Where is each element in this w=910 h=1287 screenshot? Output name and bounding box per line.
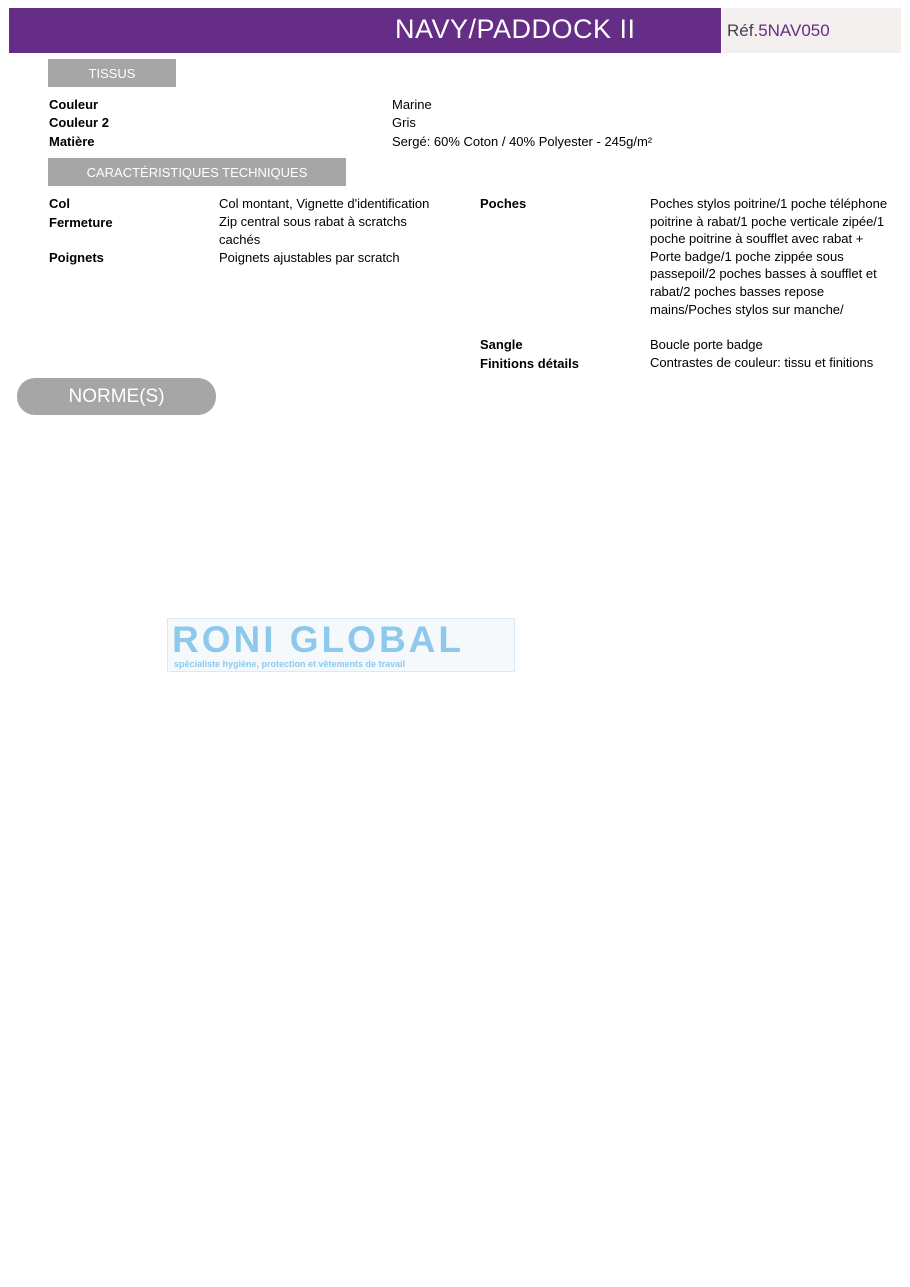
reference-prefix: Réf. bbox=[727, 21, 759, 40]
carac-label-finitions: Finitions détails bbox=[480, 356, 579, 371]
carac-value-poignets: Poignets ajustables par scratch bbox=[219, 250, 400, 265]
product-title: NAVY/PADDOCK II bbox=[395, 14, 636, 44]
tissus-label-matiere: Matière bbox=[49, 134, 95, 149]
tissus-value-matiere: Sergé: 60% Coton / 40% Polyester - 245g/m² bbox=[392, 134, 653, 149]
logo-tagline: spécialiste hygiène, protection et vêtements de travail bbox=[174, 659, 406, 669]
tissus-value-couleur-2: Gris bbox=[392, 115, 416, 130]
carac-value-sangle: Boucle porte badge bbox=[650, 337, 763, 352]
carac-label-poches: Poches bbox=[480, 196, 527, 211]
section-heading-normes: NORME(S) bbox=[17, 378, 216, 415]
tissus-value-couleur: Marine bbox=[392, 97, 432, 112]
section-heading-tissus: TISSUS bbox=[48, 59, 176, 87]
carac-label-poignets: Poignets bbox=[49, 250, 104, 265]
carac-label-col: Col bbox=[49, 196, 70, 211]
carac-value-finitions: Contrastes de couleur: tissu et finitions bbox=[650, 355, 874, 370]
reference-code: 5NAV050 bbox=[758, 21, 830, 40]
logo-text: RONI GLOBAL bbox=[172, 619, 464, 660]
carac-value-poches: Poches stylos poitrine/1 poche téléphone poitrine à rabat/1 poche verticale zipée/1 poche poitrine à soufflet avec rabat + Porte badge/1 poche zippée sous passepoil/2 poches basses à soufflet et rabat/2 poches basses repose mains/Poches stylos sur manche/ bbox=[650, 196, 888, 317]
carac-value-fermeture: Zip central sous rabat à scratchs cachés bbox=[219, 214, 407, 247]
carac-label-sangle: Sangle bbox=[480, 337, 523, 352]
section-heading-caracteristiques: CARACTÉRISTIQUES TECHNIQUES bbox=[48, 158, 346, 186]
carac-label-fermeture: Fermeture bbox=[49, 215, 113, 230]
reference-label bbox=[727, 21, 830, 41]
roni-global-logo bbox=[167, 618, 515, 672]
carac-value-col: Col montant, Vignette d'identification bbox=[219, 196, 430, 211]
tissus-label-couleur-2: Couleur 2 bbox=[49, 115, 109, 130]
tissus-label-couleur: Couleur bbox=[49, 97, 99, 112]
